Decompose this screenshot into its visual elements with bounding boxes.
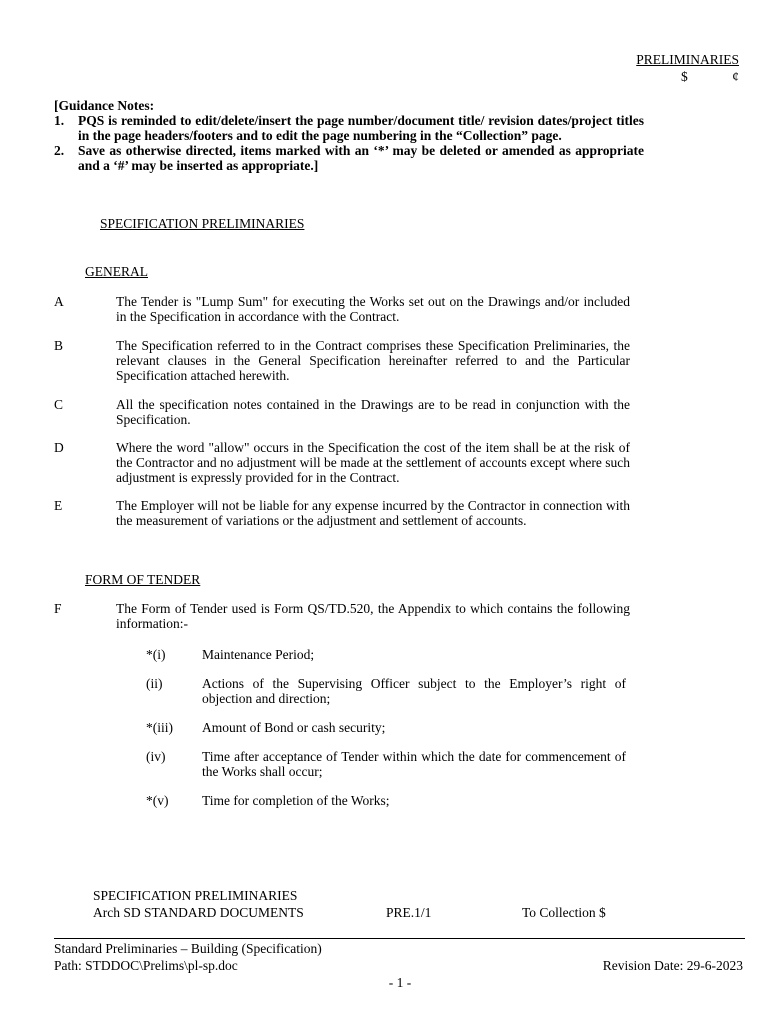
- footer-path: Path: STDDOC\Prelims\pl-sp.doc: [54, 958, 238, 973]
- guidance-item-text: PQS is reminded to edit/delete/insert the page number/document title/ revision dates/project titles in the page headers/footers and to edit the page numbering in the “Collection” page.: [78, 113, 644, 143]
- clause-text: Where the word "allow" occurs in the Specification the cost of the item shall be at the risk of the Contractor and no adjustment will be made at the settlement of accounts except where such adjustment is expressly provided for in the Contract.: [116, 440, 630, 485]
- guidance-notes: [54, 98, 644, 173]
- tender-subitem: [146, 647, 626, 662]
- clause-text: The Employer will not be liable for any expense incurred by the Contractor in connection with the measurement of variations or the adjustment and settlement of accounts.: [116, 498, 630, 528]
- clause-letter: A: [54, 294, 64, 309]
- footer-document-title: Standard Preliminaries – Building (Specification): [54, 941, 322, 956]
- guidance-item-number: 2.: [54, 143, 65, 158]
- guidance-item-number: 1.: [54, 113, 65, 128]
- page-number: - 1 -: [388, 975, 412, 990]
- clause-text: The Tender is "Lump Sum" for executing the Works set out on the Drawings and/or included in the Specification in accordance with the Contract.: [116, 294, 630, 324]
- subitem-text: Actions of the Supervising Officer subject to the Employer’s right of objection and direction;: [202, 676, 626, 706]
- dollar-sign: $: [681, 69, 688, 84]
- clause-letter: B: [54, 338, 64, 353]
- tender-subitem: [146, 793, 626, 808]
- subitem-number: *(i): [146, 647, 166, 662]
- tender-subitem: [146, 676, 626, 706]
- clause-text: All the specification notes contained in the Drawings are to be read in conjunction with the Specification.: [116, 397, 630, 427]
- tender-subitem: [146, 720, 626, 735]
- clause-c: [54, 397, 630, 427]
- subitem-number: *(v): [146, 793, 169, 808]
- footer-page-reference: PRE.1/1: [386, 905, 432, 920]
- footer-to-collection: To Collection $: [522, 905, 606, 920]
- section-title: SPECIFICATION PRELIMINARIES: [100, 216, 305, 231]
- subitem-number: (ii): [146, 676, 163, 691]
- footer-revision-date: Revision Date: 29-6-2023: [602, 958, 743, 973]
- clause-a: [54, 294, 630, 324]
- clause-letter: E: [54, 498, 63, 513]
- subitem-text: Maintenance Period;: [202, 647, 315, 662]
- subitem-number: (iv): [146, 749, 166, 764]
- clause-letter: F: [54, 601, 62, 616]
- subitem-text: Amount of Bond or cash security;: [202, 720, 386, 735]
- clause-letter: D: [54, 440, 64, 455]
- clause-f: [54, 601, 630, 631]
- subitem-text: Time after acceptance of Tender within which the date for commencement of the Works shall occur;: [202, 749, 626, 779]
- clause-text: The Form of Tender used is Form QS/TD.520, the Appendix to which contains the following information:-: [116, 601, 630, 631]
- clause-d: [54, 440, 630, 485]
- guidance-heading: [Guidance Notes:: [54, 98, 155, 113]
- clause-text: The Specification referred to in the Contract comprises these Specification Preliminaries, the relevant clauses in the General Specification hereinafter referred to and the Particular Specification attached herewith.: [116, 338, 630, 383]
- general-heading: GENERAL: [85, 264, 148, 279]
- subitem-text: Time for completion of the Works;: [202, 793, 390, 808]
- guidance-item: [54, 143, 644, 173]
- tender-subitem: [146, 749, 626, 779]
- footer-divider: [54, 938, 745, 939]
- footer-section-title: SPECIFICATION PRELIMINARIES: [93, 888, 298, 903]
- form-of-tender-heading: FORM OF TENDER: [85, 572, 201, 587]
- clause-b: [54, 338, 630, 383]
- guidance-item-text: Save as otherwise directed, items marked with an ‘*’ may be deleted or amended as appropriate and a ‘#’ may be inserted as appropriate.]: [78, 143, 644, 173]
- subitem-number: *(iii): [146, 720, 173, 735]
- header-title: PRELIMINARIES: [636, 52, 739, 67]
- footer-document-name: Arch SD STANDARD DOCUMENTS: [93, 905, 304, 920]
- cent-sign: ¢: [732, 69, 739, 84]
- clause-letter: C: [54, 397, 64, 412]
- clause-e: [54, 498, 630, 528]
- guidance-item: [54, 113, 644, 143]
